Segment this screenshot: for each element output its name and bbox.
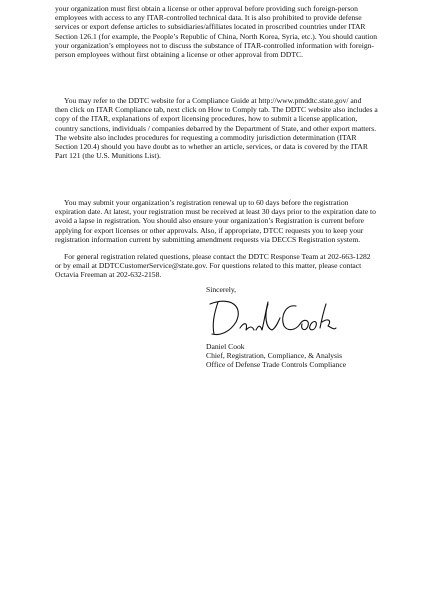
text-line: country sanctions, individuals / companies debarred by the Department of State, and other export matters. — [55, 123, 377, 133]
paragraph-foreign-person-employees — [55, 4, 395, 59]
paragraph-registration-renewal — [55, 198, 395, 244]
text-line: your organization must first obtain a license or other approval before providing such foreign-person — [55, 4, 358, 13]
text-line: Section 126.1 (for example, the People’s Republic of China, North Korea, Syria, etc.). You should caution — [55, 31, 378, 41]
paragraph-contact-info — [55, 252, 395, 280]
closing-salutation: Sincerely, — [206, 285, 237, 294]
text-line: services or export defense articles to subsidiaries/affiliates located in proscribed countries under ITAR — [55, 22, 366, 32]
text-line: person employees without first obtaining a license or other approval from DDTC. — [55, 50, 304, 60]
text-line: applying for export licenses or other approvals. Also, if appropriate, DTCC requests you to keep your — [55, 225, 364, 235]
text-line: You may refer to the DDTC website for a Compliance Guide at http://www.pmddtc.state.gov/ and — [64, 96, 362, 105]
text-line: Section 120.4) should you have doubt as to whether an article, services, or data is covered by the ITAR — [55, 142, 368, 152]
text-line: Part 121 (the U.S. Munitions List). — [55, 151, 161, 161]
text-line: copy of the ITAR, explanations of export licensing procedures, how to submit a license application, — [55, 114, 358, 124]
signer-office: Office of Defense Trade Controls Compliance — [206, 360, 347, 370]
text-line: The website also includes procedures for requesting a commodity jurisdiction determination (ITAR — [55, 132, 357, 142]
text-line: registration information current by submitting amendment requests via DECCS Registration system. — [55, 234, 361, 244]
text-line: For general registration related questions, please contact the DDTC Response Team at 202-663-1282 — [64, 252, 371, 261]
signer-title: Chief, Registration, Compliance, & Analysis — [206, 351, 343, 361]
signature-block — [206, 342, 346, 370]
text-line: Octavia Freeman at 202-632-2158. — [55, 270, 162, 280]
paragraph-ddtc-website — [55, 96, 395, 160]
signer-name: Daniel Cook — [206, 342, 245, 351]
text-line: then click on ITAR Compliance tab, next click on How to Comply tab. The DDTC website also includes a — [55, 105, 378, 115]
handwritten-signature — [200, 292, 340, 340]
text-line: You may submit your organization’s registration renewal up to 60 days before the registration — [64, 198, 349, 207]
text-line: employees with access to any ITAR-controlled technical data. It is also prohibited to provide defense — [55, 13, 362, 23]
text-line: or by email at DDTCCustomerService@state.gov. For questions related to this matter, please contact — [55, 261, 362, 271]
text-line: your organization’s employees not to discuss the substance of ITAR-controlled information with foreign- — [55, 40, 374, 50]
text-line: avoid a lapse in registration. You should also ensure your organization’s Registration is current before — [55, 216, 365, 226]
text-line: expiration date. At latest, your registration must be received at least 30 days prior to the expiration date to — [55, 207, 376, 217]
